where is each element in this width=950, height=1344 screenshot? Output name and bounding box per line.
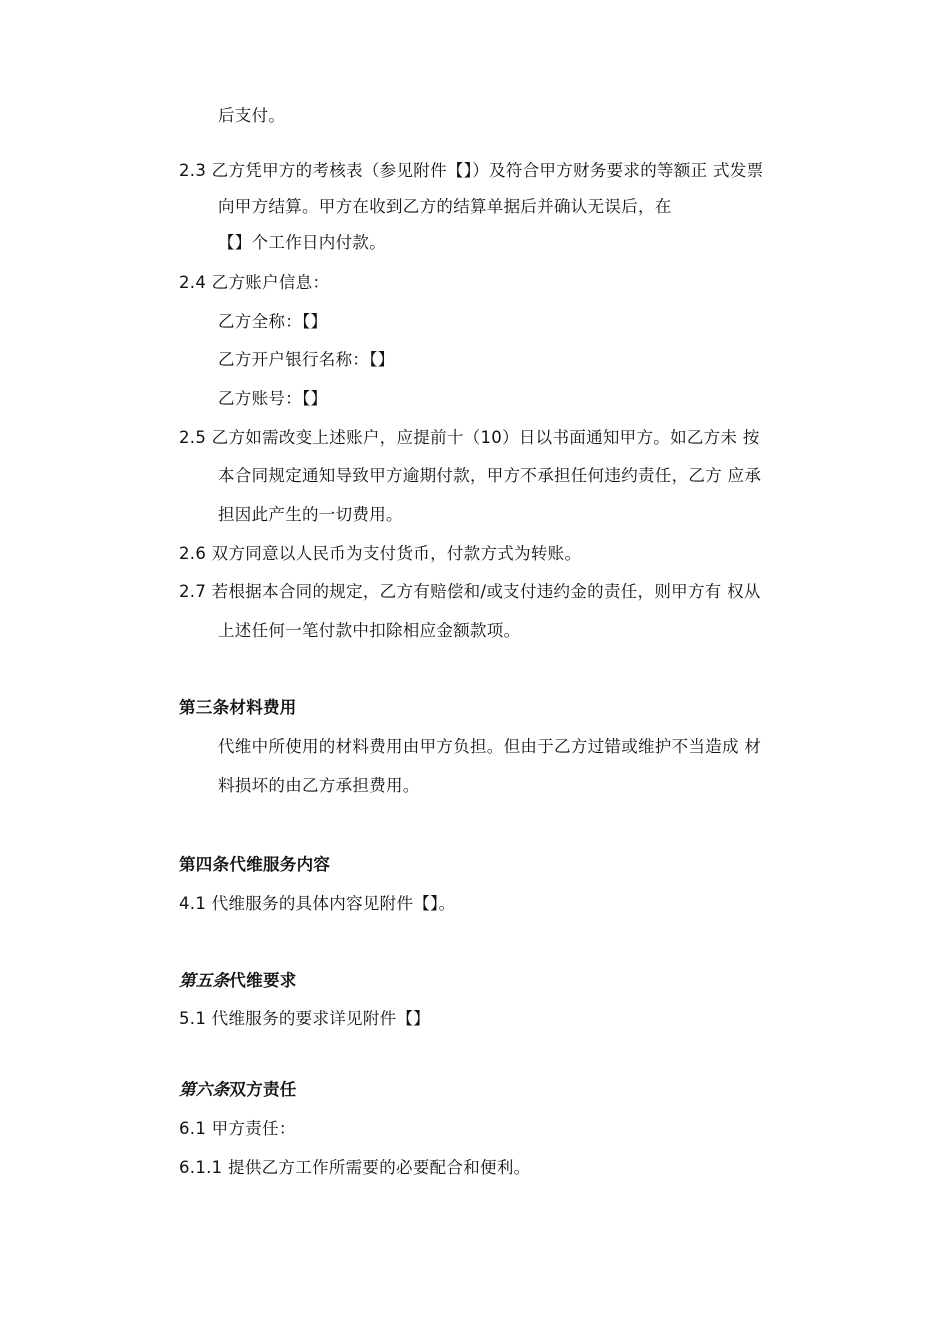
heading-article-6-title: 双方责任 [229,1080,297,1099]
paragraph-line: 【】个工作日内付款。 [218,233,386,252]
clause-2-3: 2.3 乙方凭甲方的考核表（参见附件【】）及符合甲方财务要求的等额正 式发票 [179,161,764,180]
heading-article-5 [179,970,297,992]
heading-article-3: 第三条材料费用 [179,698,297,717]
paragraph-line: 向甲方结算。甲方在收到乙方的结算单据后并确认无误后，在 [218,197,672,216]
clause-2-5: 2.5 乙方如需改变上述账户，应提前十（10）日以书面通知甲方。如乙方未 按 [179,428,760,447]
clause-2-7: 2.7 若根据本合同的规定，乙方有赔偿和/或支付违约金的责任，则甲方有 权从 [179,582,761,601]
paragraph-line: 上述任何一笔付款中扣除相应金额款项。 [218,621,521,640]
account-full-name: 乙方全称：【】 [218,312,328,331]
paragraph-line: 料损坏的由乙方承担费用。 [218,776,420,795]
clause-6-1-1: 6.1.1 提供乙方工作所需要的必要配合和便利。 [179,1158,531,1177]
paragraph-line: 代维中所使用的材料费用由甲方负担。但由于乙方过错或维护不当造成 材 [218,737,762,756]
clause-2-4: 2.4 乙方账户信息： [179,273,330,292]
clause-6-1: 6.1 甲方责任： [179,1119,296,1138]
heading-article-5-title: 代维要求 [229,971,297,990]
clause-2-6: 2.6 双方同意以人民币为支付货币，付款方式为转账。 [179,544,582,563]
heading-article-6 [179,1079,297,1101]
heading-article-4: 第四条代维服务内容 [179,855,331,874]
heading-article-6-number: 第六条 [179,1080,230,1099]
paragraph-line: 担因此产生的一切费用。 [218,505,403,524]
paragraph-line: 后支付。 [218,106,286,125]
clause-4-1: 4.1 代维服务的具体内容见附件【】。 [179,894,456,913]
heading-article-5-number: 第五条 [179,971,230,990]
clause-5-1: 5.1 代维服务的要求详见附件【】 [179,1009,431,1028]
account-bank-name: 乙方开户银行名称：【】 [218,350,395,369]
paragraph-line: 本合同规定通知导致甲方逾期付款，甲方不承担任何违约责任，乙方 应承 [218,466,762,485]
account-number: 乙方账号：【】 [218,389,328,408]
